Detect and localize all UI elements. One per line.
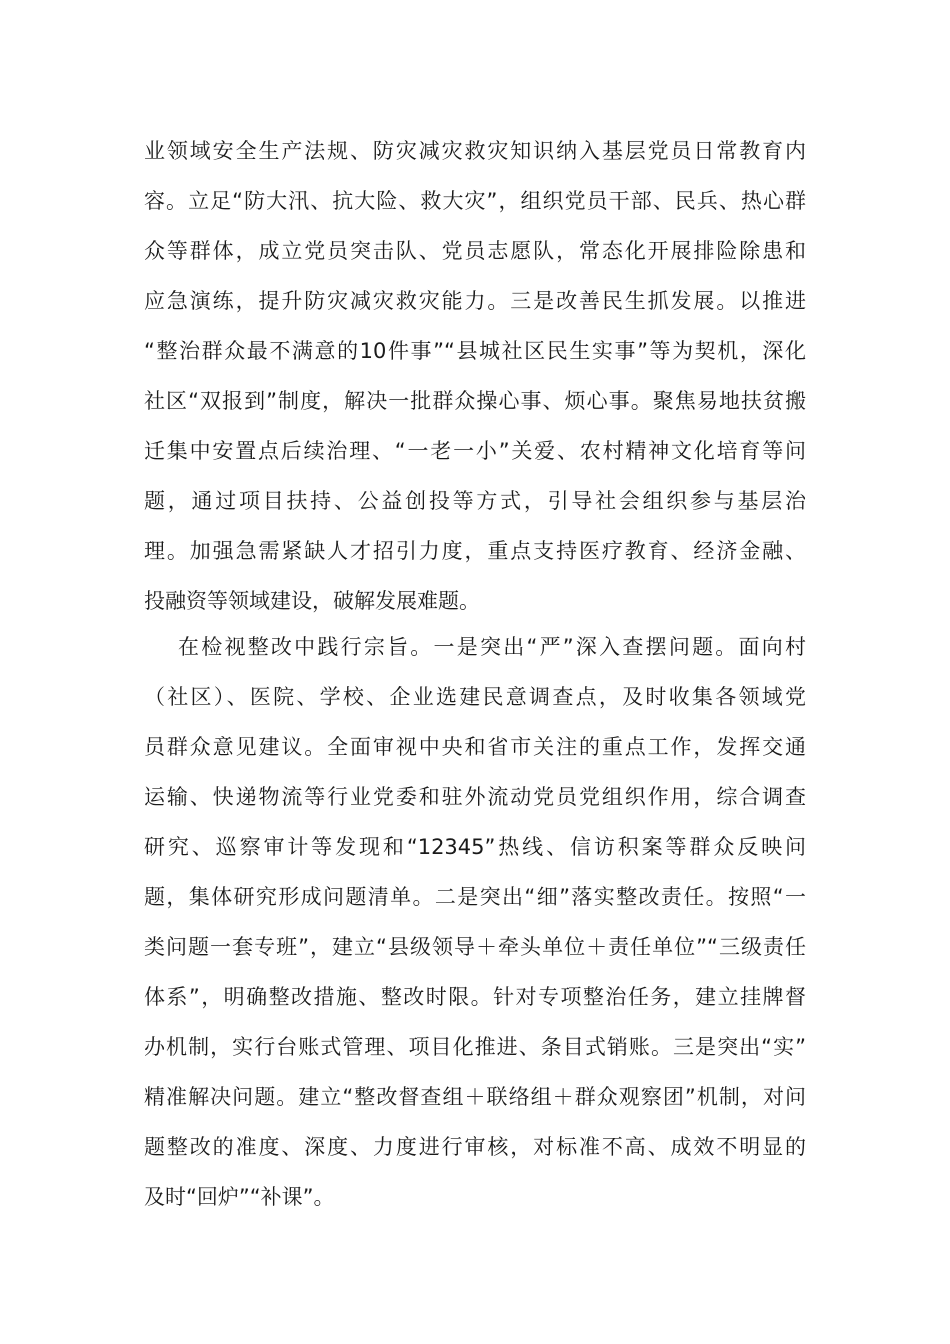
paragraph-2-line: 办机制，实行台账式管理、项目化推进、条目式销账。三是突出“实”	[144, 1035, 806, 1059]
paragraph-1-line: 题，通过项目扶持、公益创投等方式，引导社会组织参与基层治	[144, 489, 806, 513]
paragraph-2-line: 员群众意见建议。全面审视中央和省市关注的重点工作，发挥交通	[144, 735, 806, 759]
paragraph-1	[144, 126, 806, 626]
paragraph-2-line: 体系”，明确整改措施、整改时限。针对专项整治任务，建立挂牌督	[144, 985, 806, 1009]
paragraph-1-line: “整治群众最不满意的10件事”“县城社区民生实事”等为契机，深化	[144, 339, 806, 363]
paragraph-2-line: 运输、快递物流等行业党委和驻外流动党员党组织作用，综合调查	[144, 785, 806, 809]
paragraph-2-line: 题，集体研究形成问题清单。二是突出“细”落实整改责任。按照“一	[144, 885, 806, 909]
paragraph-2-line: 及时“回炉”“补课”。	[144, 1185, 335, 1209]
paragraph-1-line: 社区“双报到”制度，解决一批群众操心事、烦心事。聚焦易地扶贫搬	[144, 389, 806, 413]
paragraph-2-line: （社区）、医院、学校、企业选建民意调查点，及时收集各领域党	[144, 685, 806, 709]
paragraph-2	[144, 622, 806, 1222]
paragraph-1-line: 应急演练，提升防灾减灾救灾能力。三是改善民生抓发展。以推进	[144, 289, 806, 313]
paragraph-1-line: 众等群体，成立党员突击队、党员志愿队，常态化开展排险除患和	[144, 239, 806, 263]
paragraph-2-line: 题整改的准度、深度、力度进行审核，对标准不高、成效不明显的	[144, 1135, 806, 1159]
paragraph-1-line: 投融资等领域建设，破解发展难题。	[144, 589, 480, 613]
paragraph-2-line: 类问题一套专班”，建立“县级领导＋牵头单位＋责任单位”“三级责任	[144, 935, 806, 959]
paragraph-1-line: 业领域安全生产法规、防灾减灾救灾知识纳入基层党员日常教育内	[144, 139, 806, 163]
paragraph-2-line: 精准解决问题。建立“整改督查组＋联络组＋群众观察团”机制，对问	[144, 1085, 806, 1109]
paragraph-2-line: 在检视整改中践行宗旨。一是突出“严”深入查摆问题。面向村	[178, 635, 806, 659]
paragraph-2-line: 研究、巡察审计等发现和“12345”热线、信访积案等群众反映问	[144, 835, 806, 859]
paragraph-1-line: 理。加强急需紧缺人才招引力度，重点支持医疗教育、经济金融、	[144, 539, 806, 563]
paragraph-1-line: 迁集中安置点后续治理、“一老一小”关爱、农村精神文化培育等问	[144, 439, 806, 463]
paragraph-1-line: 容。立足“防大汛、抗大险、救大灾”，组织党员干部、民兵、热心群	[144, 189, 806, 213]
